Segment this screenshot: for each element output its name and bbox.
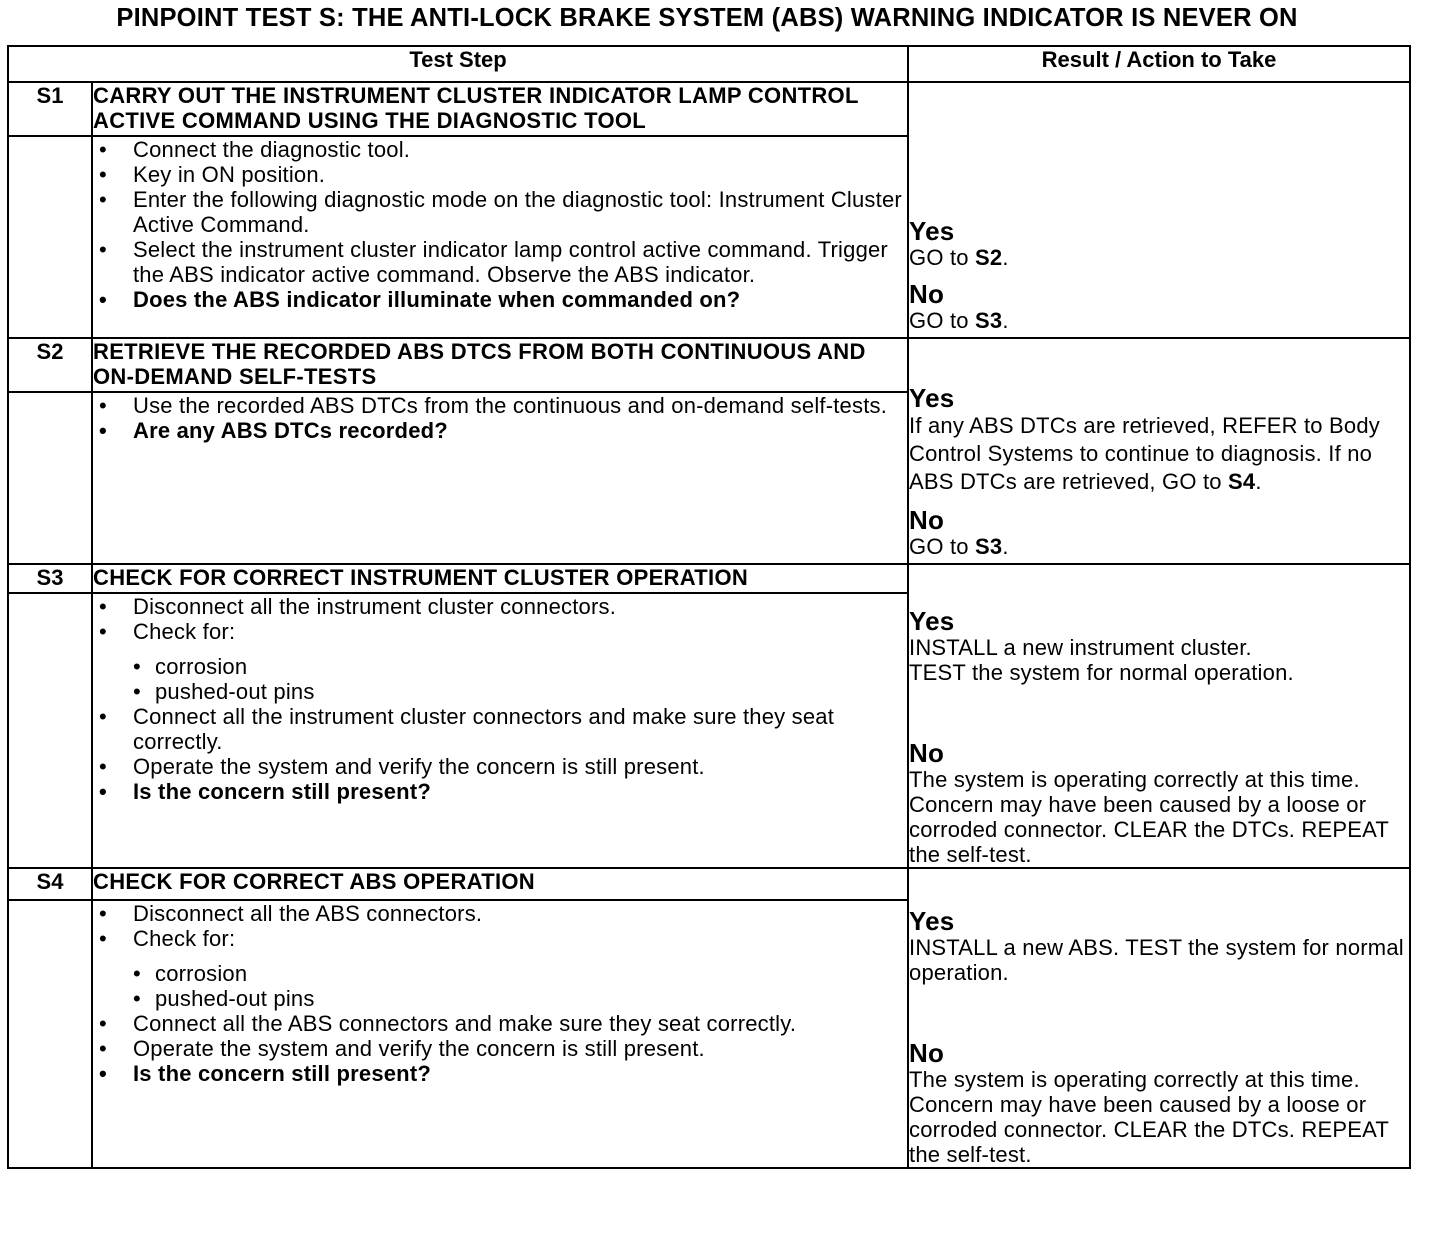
- step-s3-heading-row: [8, 564, 1410, 593]
- yes-action: If any ABS DTCs are retrieved, REFER to Body Control Systems to continue to diagnosis. If no ABS DTCs are retrieved, GO to S4.: [909, 413, 1380, 494]
- list-item: • Check for: • corrosion • pushed-out pins: [93, 926, 907, 1011]
- yes-action: INSTALL a new ABS. TEST the system for normal operation.: [909, 935, 1404, 985]
- step-body: [92, 900, 908, 1168]
- list-item: • Operate the system and verify the concern is still present.: [99, 1035, 705, 1061]
- list-item: • Key in ON position.: [99, 162, 326, 187]
- step-id: S1: [8, 82, 92, 136]
- header-row: [8, 46, 1410, 82]
- step-s3-result: [908, 564, 1410, 868]
- sub-list-item: • corrosion: [133, 960, 248, 986]
- list-item: • Connect the diagnostic tool.: [99, 137, 411, 162]
- yes-label: Yes: [909, 383, 955, 413]
- step-heading: CHECK FOR CORRECT INSTRUMENT CLUSTER OPERATION: [92, 564, 908, 593]
- step-s2-result: [908, 338, 1410, 564]
- yes-action: INSTALL a new instrument cluster.: [909, 635, 1252, 660]
- step-s4-result: [908, 868, 1410, 1168]
- step-s1-result: [908, 82, 1410, 338]
- list-item: • Disconnect all the ABS connectors.: [99, 900, 483, 926]
- yes-label: Yes: [909, 216, 955, 246]
- step-body: [92, 136, 908, 338]
- list-item: • Connect all the ABS connectors and make sure they seat correctly.: [99, 1010, 797, 1036]
- list-item: • Check for: • corrosion • pushed-out pins: [93, 619, 907, 704]
- step-s2-heading-row: [8, 338, 1410, 392]
- result-header: Result / Action to Take: [908, 46, 1410, 82]
- step-heading: RETRIEVE THE RECORDED ABS DTCS FROM BOTH CONTINUOUS AND ON-DEMAND SELF-TESTS: [92, 338, 908, 392]
- step-s4-heading-row: [8, 868, 1410, 900]
- no-label: No: [909, 505, 945, 535]
- step-s1-heading-row: [8, 82, 1410, 136]
- list-item: • Select the instrument cluster indicator lamp control active command. Trigger the ABS indicator active command. Observe the ABS indicator.: [99, 237, 888, 287]
- no-label: No: [909, 1038, 945, 1068]
- no-label: No: [909, 279, 945, 309]
- list-item: • Enter the following diagnostic mode on the diagnostic tool: Instrument Cluster Active Command.: [99, 187, 902, 237]
- no-action: GO to S3.: [909, 308, 1009, 333]
- sub-list-item: • pushed-out pins: [133, 679, 315, 705]
- no-action: GO to S3.: [909, 534, 1009, 559]
- no-label: No: [909, 738, 945, 768]
- yes-label: Yes: [909, 906, 955, 936]
- no-action: The system is operating correctly at this time. Concern may have been caused by a loose or corroded connector. CLEAR the DTCs. REPEAT the self-test.: [909, 767, 1389, 867]
- step-question: • Are any ABS DTCs recorded?: [99, 418, 448, 443]
- step-heading: CARRY OUT THE INSTRUMENT CLUSTER INDICATOR LAMP CONTROL ACTIVE COMMAND USING THE DIAGNOSTIC TOOL: [92, 82, 908, 136]
- step-question: • Is the concern still present?: [99, 779, 431, 805]
- list-item: • Connect all the instrument cluster connectors and make sure they seat correctly.: [99, 704, 835, 755]
- step-id: S4: [8, 868, 92, 900]
- yes-label: Yes: [909, 606, 955, 636]
- yes-action: GO to S2.: [909, 245, 1009, 270]
- step-question: • Is the concern still present?: [99, 1060, 431, 1086]
- list-item: • Operate the system and verify the concern is still present.: [99, 754, 705, 780]
- step-id: S3: [8, 564, 92, 593]
- sub-list-item: • pushed-out pins: [133, 985, 315, 1011]
- step-id: S2: [8, 338, 92, 392]
- list-item: • Disconnect all the instrument cluster connectors.: [99, 594, 617, 620]
- no-action: The system is operating correctly at this time. Concern may have been caused by a loose or corroded connector. CLEAR the DTCs. REPEAT the self-test.: [909, 1067, 1389, 1167]
- step-body: [92, 593, 908, 868]
- step-question: • Does the ABS indicator illuminate when commanded on?: [99, 287, 741, 312]
- pinpoint-test-table: [7, 45, 1411, 1169]
- yes-action-2: TEST the system for normal operation.: [909, 660, 1294, 685]
- step-body: [92, 392, 908, 564]
- page-title: PINPOINT TEST S: THE ANTI-LOCK BRAKE SYSTEM (ABS) WARNING INDICATOR IS NEVER ON: [116, 4, 1298, 32]
- step-heading: CHECK FOR CORRECT ABS OPERATION: [92, 868, 908, 900]
- list-item: • Use the recorded ABS DTCs from the continuous and on-demand self-tests.: [99, 393, 888, 418]
- sub-list-item: • corrosion: [133, 654, 248, 680]
- test-step-header: Test Step: [8, 46, 908, 82]
